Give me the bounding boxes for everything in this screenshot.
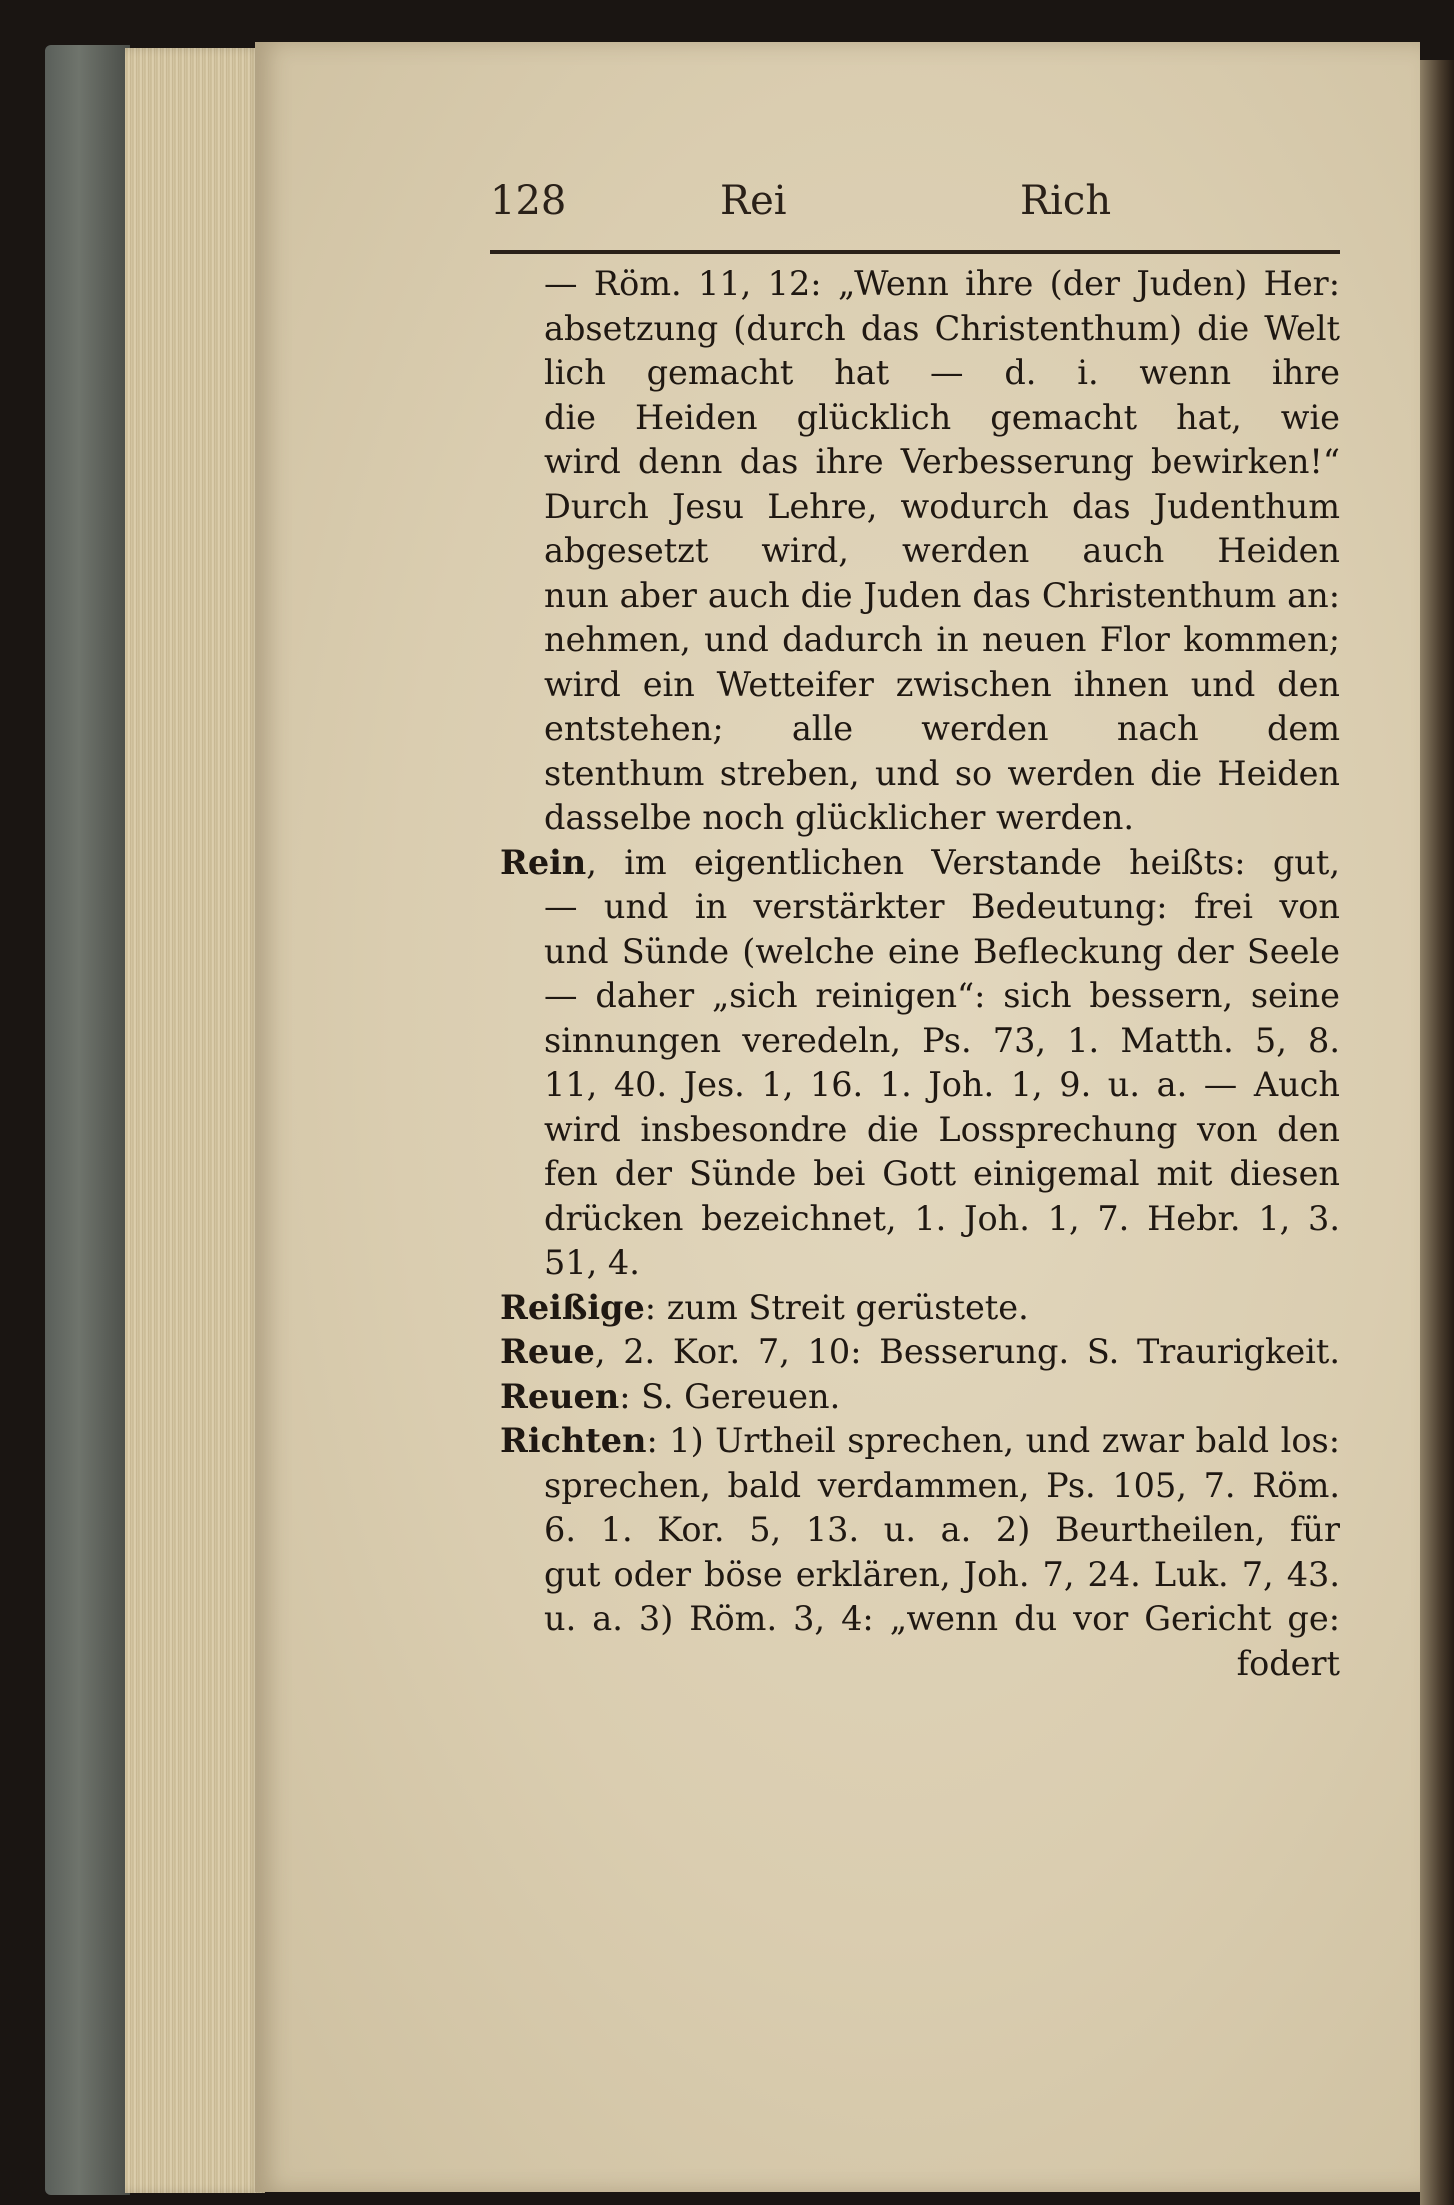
line-text: drücken bezeichnet, 1. Joh. 1, 7. Hebr. 1, 3. (544, 1198, 1340, 1238)
page-edges (125, 48, 265, 2193)
entry-headword: Reißige (500, 1287, 645, 1327)
text-line (500, 1553, 1340, 1598)
line-text: , 2. Kor. 7, 10: Besserung. S. Traurigkeit. (594, 1332, 1340, 1371)
line-text: Durch Jesu Lehre, wodurch das Judenthum (544, 486, 1340, 526)
page-number: 128 (490, 178, 567, 224)
line-text: 11, 40. Jes. 1, 16. 1. Joh. 1, 9. u. a. — Auch (544, 1065, 1340, 1104)
line-text: fodert (1236, 1643, 1340, 1683)
line-text: dasselbe noch glücklicher werden. (544, 798, 1135, 837)
text-line (500, 1642, 1340, 1687)
text-line (500, 1241, 1340, 1286)
text-line (500, 1063, 1340, 1108)
line-text: sinnungen veredeln, Ps. 73, 1. Matth. 5, 8. (544, 1020, 1340, 1060)
text-line (500, 262, 1340, 307)
text-line (500, 307, 1340, 352)
entry-headword: Rein (500, 842, 587, 882)
line-text: entstehen; alle werden nach dem (544, 709, 1340, 748)
line-text: , im eigentlichen Verstande heißts: gut, (586, 842, 1340, 882)
line-text: und Sünde (welche eine Befleckung der Seele (544, 931, 1340, 971)
text-line (500, 440, 1340, 485)
line-text: die Heiden glücklich gemacht hat, wie (544, 397, 1340, 437)
dictionary-entry-line (500, 1419, 1340, 1464)
body-text (500, 262, 1340, 1686)
dictionary-entry-line (500, 1375, 1340, 1420)
text-line (500, 1508, 1340, 1553)
line-text: : zum Streit gerüstete. (644, 1287, 1029, 1327)
text-line (500, 529, 1340, 574)
book-binding (1420, 60, 1454, 2205)
line-text: lich gemacht hat — d. i. wenn ihre (544, 353, 1340, 392)
text-line (500, 974, 1340, 1019)
text-line (500, 752, 1340, 797)
running-head-left: Rei (720, 178, 787, 224)
book-cover-edge (45, 45, 130, 2195)
line-text: — und in verstärkter Bedeutung: frei von (544, 887, 1340, 926)
line-text: fen der Sünde bei Gott einigemal mit diesen (544, 1154, 1340, 1193)
header-rule (490, 250, 1340, 254)
line-text: absetzung (durch das Christenthum) die Welt (544, 308, 1340, 348)
text-line (500, 396, 1340, 441)
line-text: wird insbesondre die Lossprechung von den (544, 1109, 1340, 1149)
text-line (500, 885, 1340, 930)
line-text: gut oder böse erklären, Joh. 7, 24. Luk. 7, 43. (544, 1554, 1340, 1594)
text-line (500, 351, 1340, 396)
text-line (500, 485, 1340, 530)
line-text: abgesetzt wird, werden auch Heiden (544, 531, 1340, 570)
entry-headword: Reuen (500, 1376, 620, 1416)
line-text: wird denn das ihre Verbesserung bewirken!“ (544, 442, 1340, 481)
line-text: nun aber auch die Juden das Christenthum an: (544, 575, 1340, 615)
dictionary-entry-line (500, 1330, 1340, 1375)
line-text: stenthum streben, und so werden die Heiden (544, 753, 1340, 793)
line-text: — Röm. 11, 12: „Wenn ihre (der Juden) Her: (544, 264, 1340, 303)
dictionary-entry-line (500, 841, 1340, 886)
text-line (500, 707, 1340, 752)
text-line (500, 1019, 1340, 1064)
line-text: : 1) Urtheil sprechen, und zwar bald los: (646, 1421, 1340, 1460)
line-text: wird ein Wetteifer zwischen ihnen und den (544, 664, 1340, 704)
dictionary-entry-line (500, 1286, 1340, 1331)
text-line (500, 1108, 1340, 1153)
text-line (500, 1152, 1340, 1197)
text-line (500, 1464, 1340, 1509)
text-line (500, 618, 1340, 663)
text-line (500, 930, 1340, 975)
line-text: 51, 4. (544, 1243, 640, 1282)
line-text: u. a. 3) Röm. 3, 4: „wenn du vor Gericht ge: (544, 1599, 1340, 1638)
text-line (500, 1197, 1340, 1242)
line-text: : S. Gereuen. (619, 1376, 841, 1416)
line-text: 6. 1. Kor. 5, 13. u. a. 2) Beurtheilen, für (544, 1510, 1340, 1549)
text-line (500, 796, 1340, 841)
text-line (500, 574, 1340, 619)
text-line (500, 663, 1340, 708)
line-text: — daher „sich reinigen“: sich bessern, seine (544, 976, 1340, 1015)
page-header (490, 178, 1340, 248)
line-text: nehmen, und dadurch in neuen Flor kommen; (544, 620, 1340, 659)
text-line (500, 1597, 1340, 1642)
entry-headword: Reue (500, 1332, 595, 1371)
line-text: sprechen, bald verdammen, Ps. 105, 7. Röm. (544, 1465, 1340, 1505)
running-head-right: Rich (1020, 178, 1112, 224)
entry-headword: Richten (500, 1421, 647, 1460)
